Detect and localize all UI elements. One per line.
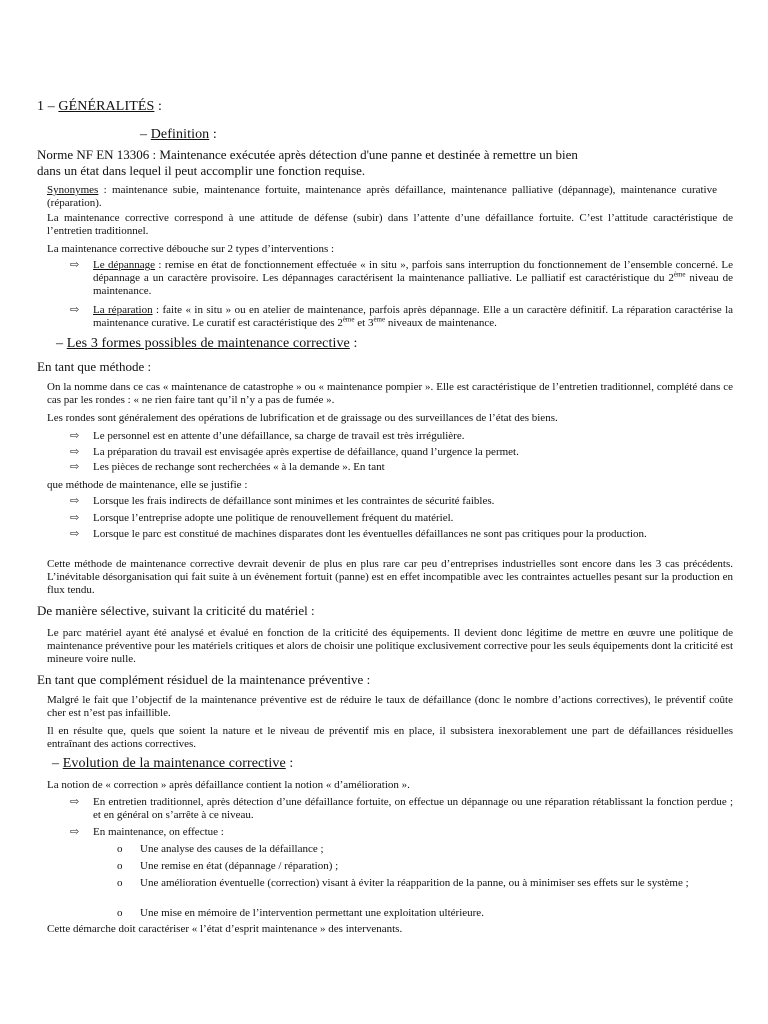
arrow-icon: ⇨: [70, 304, 80, 316]
arrow-icon: ⇨: [70, 446, 80, 458]
depannage-item: Le dépannage : remise en état de fonctionnement effectuée « in situ », parfois sans interruption du fonctionnement de l’ensemble concerné. Le dépannage a un caractère provisoire. Les dépannages caractérisent la maintenance palliative. Le palliatif est caractéristique du 2ème niveau de maintenance.: [93, 259, 734, 297]
selective-paragraph: Le parc matériel ayant été analysé et évalué en fonction de la criticité des équipements. Il devient donc légitime de mettre en œuvre une politique de maintenance préventive pour les matériels critiques et alors de choisir une politique exclusivement corrective pour les seuls équipements dont la criticité est mineure voire nulle.: [47, 627, 733, 665]
justify-bullet: Lorsque le parc est constitué de machines disparates dont les éventuelles défaillances ne sont pas critiques pour la production.: [93, 528, 647, 540]
complement-heading: En tant que complément résiduel de la maintenance préventive :: [37, 672, 371, 687]
complement-paragraph-2: Il en résulte que, quels que soient la nature et le niveau de préventif mis en place, il subsistera inexorablement une part de défaillances résiduelles entraînant des actions correctives.: [47, 725, 733, 750]
arrow-icon: ⇨: [70, 528, 80, 540]
method-bullet: La préparation du travail est envisagée après expertise de défaillance, quand l’urgence la permet.: [93, 446, 519, 458]
justify-bullet: Lorsque les frais indirects de défaillance sont minimes et les contraintes de sécurité faibles.: [93, 495, 495, 507]
evolution-paragraph: La notion de « correction » après défaillance contient la notion « d’amélioration ».: [47, 779, 410, 791]
circle-bullet-icon: o: [117, 877, 123, 889]
method-paragraph-1: On la nomme dans ce cas « maintenance de catastrophe » ou « maintenance pompier ». Elle est caractéristique de l’entretien traditionnel, complété dans ce cas par les rondes : « ne rien faire tant qu’il n’y a pas de fumée ».: [47, 381, 733, 406]
method-bullet: Le personnel est en attente d’une défaillance, sa charge de travail est très irrégulière.: [93, 430, 465, 442]
method-paragraph-2: Les rondes sont généralement des opérations de lubrification et de graissage ou des surveillances de l’état des biens.: [47, 412, 558, 424]
arrow-icon: ⇨: [70, 826, 80, 838]
definition-heading: – Definition :: [140, 127, 217, 142]
norm-line-1: Norme NF EN 13306 : Maintenance exécutée après détection d'une panne et destinée à remettre un bien: [37, 147, 578, 162]
evolution-subitem: Une remise en état (dépannage / réparation) ;: [140, 860, 339, 872]
complement-paragraph-1: Malgré le fait que l’objectif de la maintenance préventive est de réduire le taux de défaillance (donc le nombre d’actions correctives), le préventif coûte cher est n’est pas infaillible.: [47, 694, 733, 719]
method-bullet: Les pièces de rechange sont recherchées « à la demande ». En tant: [93, 461, 385, 473]
circle-bullet-icon: o: [117, 907, 123, 919]
method-paragraph-4: Cette méthode de maintenance corrective devrait devenir de plus en plus rare car peu d’entreprises industrielles sont encore dans les 3 cas précédents. L’inévitable désorganisation qui fait suite à un évènement fortuit (panne) est en effet incompatible avec les contraintes actuelles pesant sur la production en flux tendu.: [47, 558, 733, 596]
arrow-icon: ⇨: [70, 495, 80, 507]
arrow-icon: ⇨: [70, 259, 80, 271]
corrective-paragraph: La maintenance corrective correspond à une attitude de défense (subir) dans l’attente d’une défaillance fortuite. C’est l’attitude caractéristique de l’entretien traditionnel.: [47, 212, 733, 237]
arrow-icon: ⇨: [70, 430, 80, 442]
section-title-label: GÉNÉRALITÉS: [58, 99, 155, 114]
reparation-item: La réparation : faite « in situ » ou en atelier de maintenance, parfois après dépannage. Elle a un caractère définitif. La réparation caractérise la maintenance curative. Le curatif est caractéristique des 2ème et 3ème niveaux de maintenance.: [93, 304, 734, 329]
norm-line-2: dans un état dans lequel il peut accomplir une fonction requise.: [37, 163, 366, 178]
closing-paragraph: Cette démarche doit caractériser « l’état d’esprit maintenance » des intervenants.: [47, 923, 403, 935]
evolution-heading: – Evolution de la maintenance corrective :: [52, 756, 294, 771]
two-types-paragraph: La maintenance corrective débouche sur 2 types d’interventions :: [47, 243, 335, 255]
method-heading: En tant que méthode :: [37, 359, 152, 374]
arrow-icon: ⇨: [70, 796, 80, 808]
evolution-subitem: Une analyse des causes de la défaillance ;: [140, 843, 324, 855]
arrow-icon: ⇨: [70, 461, 80, 473]
method-paragraph-3: que méthode de maintenance, elle se justifie :: [47, 479, 248, 491]
evolution-subitem: Une amélioration éventuelle (correction) visant à éviter la réapparition de la panne, ou à minimiser ses effets sur le système ;: [140, 877, 689, 889]
evolution-bullet: En entretien traditionnel, après détection d’une défaillance fortuite, on effectue un dépannage ou une réparation rétablissant la fonction perdue ; et en général on s’arrête à ce niveau.: [93, 796, 733, 821]
circle-bullet-icon: o: [117, 860, 123, 872]
section-title: 1 – GÉNÉRALITÉS :: [37, 99, 163, 114]
synonyms-label: Synonymes: [47, 184, 99, 196]
selective-heading: De manière sélective, suivant la criticité du matériel :: [37, 603, 315, 618]
synonyms-paragraph: Synonymes : maintenance subie, maintenance fortuite, maintenance après défaillance, maintenance palliative (dépannage), maintenance curative (réparation).: [47, 184, 718, 209]
justify-bullet: Lorsque l’entreprise adopte une politique de renouvellement fréquent du matériel.: [93, 512, 454, 524]
arrow-icon: ⇨: [70, 512, 80, 524]
forms-heading: – Les 3 formes possibles de maintenance corrective :: [56, 336, 358, 351]
evolution-subitem: Une mise en mémoire de l’intervention permettant une exploitation ultérieure.: [140, 907, 484, 919]
evolution-bullet: En maintenance, on effectue :: [93, 826, 224, 838]
circle-bullet-icon: o: [117, 843, 123, 855]
